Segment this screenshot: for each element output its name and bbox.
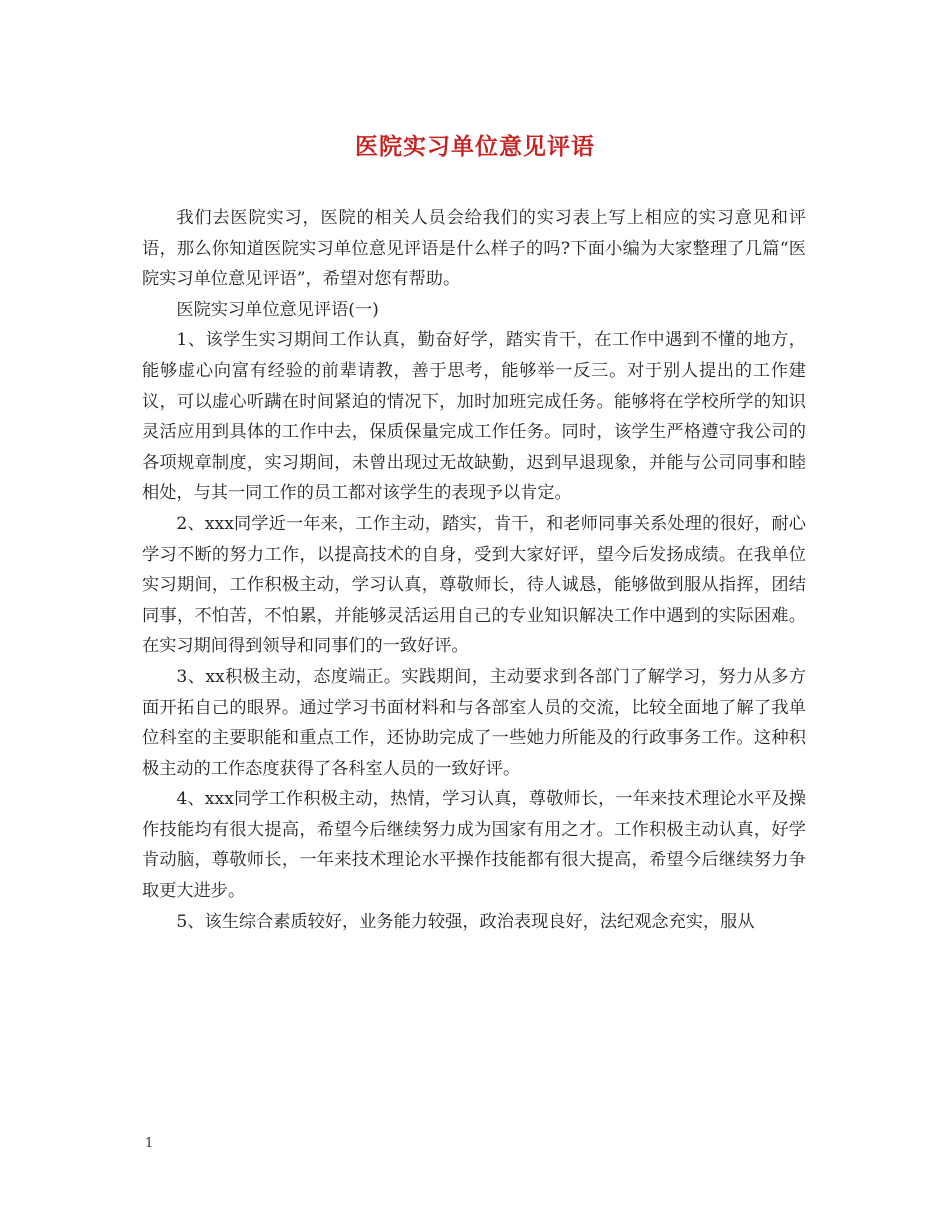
section-heading: 医院实习单位意见评语(一) bbox=[176, 299, 379, 320]
intro-paragraph: 我们去医院实习，医院的相关人员会给我们的实习表上写上相应的实习意见和评语，那么你知道医院实习单位意见评语是什么样子的吗?下面小编为大家整理了几篇“医院实习单位意见评语”，希望对您有帮助。 bbox=[142, 208, 806, 290]
comment-paragraph-5: 5、该生综合素质较好，业务能力较强，政治表现良好，法纪观念充实，服从 bbox=[176, 911, 755, 932]
comment-paragraph-1: 1、该学生实习期间工作认真，勤奋好学，踏实肯干，在工作中遇到不懂的地方，能够虚心向富有经验的前辈请教，善于思考，能够举一反三。对于别人提出的工作建议，可以虚心听蹒在时间紧迫的情况下，加时加班完成任务。能够将在学校所学的知识灵活应用到具体的工作中去，保质保量完成工作任务。同时，该学生严格遵守我公司的各项规章制度，实习期间，未曾出现过无故缺勤，迟到早退现象，并能与公司同事和睦相处，与其一同工作的员工都对该学生的表现予以肯定。 bbox=[142, 330, 806, 504]
comment-paragraph-4: 4、xxx同学工作积极主动，热情，学习认真，尊敬师长，一年来技术理论水平及操作技能均有很大提高，希望今后继续努力成为国家有用之才。工作积极主动认真，好学肯动脑，尊敬师长，一年来技术理论水平操作技能都有很大提高，希望今后继续努力争取更大进步。 bbox=[142, 789, 806, 902]
comment-paragraph-3: 3、xx积极主动，态度端正。实践期间，主动要求到各部门了解学习，努力从多方面开拓自己的眼界。通过学习书面材料和与各部室人员的交流，比较全面地了解了我单位科室的主要职能和重点工作，还协助完成了一些她力所能及的行政事务工作。这种积极主动的工作态度获得了各科室人员的一致好评。 bbox=[142, 666, 806, 779]
page-number: 1 bbox=[145, 1136, 154, 1151]
document-title: 医院实习单位意见评语 bbox=[355, 133, 595, 160]
document-body bbox=[142, 203, 806, 937]
comment-paragraph-2: 2、xxx同学近一年来，工作主动，踏实，肯干，和老师同事关系处理的很好，耐心学习不断的努力工作，以提高技术的自身，受到大家好评，望今后发扬成绩。在我单位实习期间，工作积极主动，学习认真，尊敬师长，待人诚恳，能够做到服从指挥，团结同事，不怕苦，不怕累，并能够灵活运用自己的专业知识解决工作中遇到的实际困难。在实习期间得到领导和同事们的一致好评。 bbox=[142, 513, 806, 657]
